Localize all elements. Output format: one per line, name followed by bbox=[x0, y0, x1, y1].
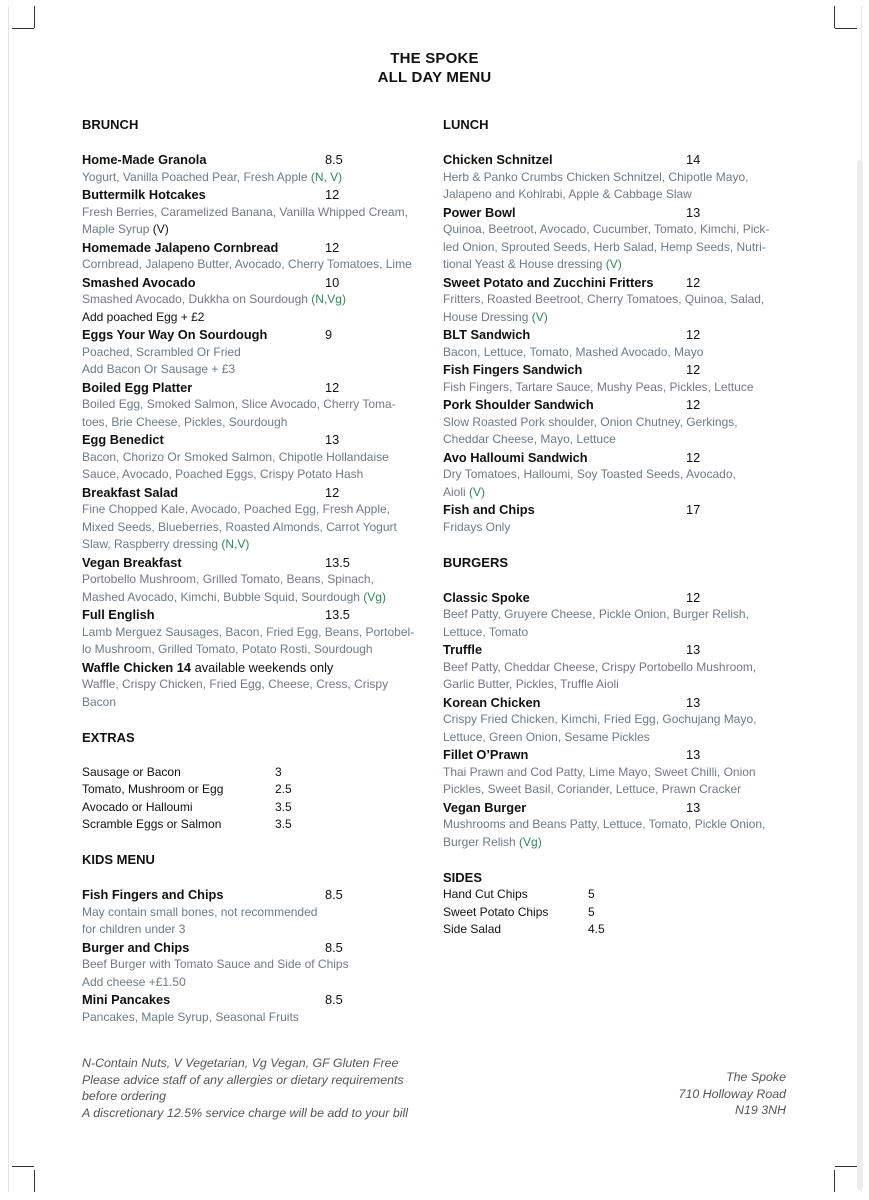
spacer bbox=[82, 134, 432, 152]
item-price: 8.5 bbox=[325, 992, 343, 1007]
description-text: tional Yeast & House dressing bbox=[443, 257, 606, 271]
item-description bbox=[443, 221, 793, 239]
item-price: 8.5 bbox=[325, 887, 343, 902]
item-description bbox=[443, 781, 793, 799]
spacer bbox=[82, 834, 432, 852]
description-text: Add Bacon Or Sausage + £3 bbox=[82, 362, 236, 376]
menu-item bbox=[82, 606, 432, 624]
menu-item bbox=[443, 151, 793, 169]
item-description: Waffle, Crispy Chicken, Fried Egg, Cheese, Cress, Crispy bbox=[82, 677, 389, 691]
item-description bbox=[443, 624, 793, 642]
spacer bbox=[443, 571, 793, 589]
item-description bbox=[82, 536, 432, 554]
item-description bbox=[443, 816, 793, 834]
description-text: Yogurt, Vanilla Poached Pear, Fresh Apple bbox=[82, 169, 311, 184]
row-price: 5 bbox=[588, 887, 595, 901]
item-description bbox=[443, 186, 793, 204]
description-text: Bacon, Lettuce, Tomato, Mashed Avocado, Mayo bbox=[443, 344, 704, 359]
menu-item bbox=[443, 274, 793, 292]
description-text: Fresh Berries, Caramelized Banana, Vanilla Whipped Cream, bbox=[82, 204, 408, 219]
crop-mark bbox=[835, 1166, 857, 1167]
diet-tag: (N, V) bbox=[310, 169, 343, 184]
item-price: 12 bbox=[325, 484, 340, 500]
item-description bbox=[82, 221, 432, 239]
item-price: 12 bbox=[325, 239, 340, 255]
right-column bbox=[443, 116, 793, 939]
crop-mark bbox=[12, 1166, 34, 1167]
menu-item bbox=[82, 431, 432, 449]
description-text: Aioli bbox=[443, 484, 470, 499]
item-description bbox=[82, 396, 432, 414]
menu-item bbox=[82, 379, 432, 397]
menu-title: THE SPOKE bbox=[390, 50, 479, 67]
price-row bbox=[443, 904, 793, 922]
menu-item bbox=[82, 151, 432, 169]
menu-item bbox=[443, 501, 793, 519]
description-text: Portobello Mushroom, Grilled Tomato, Beans, Spinach, bbox=[82, 572, 374, 586]
item-price: 13 bbox=[686, 747, 701, 762]
item-name: Smashed Avocado bbox=[82, 274, 196, 290]
item-price: 13 bbox=[686, 799, 701, 815]
spacer bbox=[82, 869, 432, 887]
spacer bbox=[82, 711, 432, 729]
menu-item bbox=[443, 449, 793, 467]
item-description bbox=[82, 466, 432, 484]
item-name: Sweet Potato and Zucchini Fritters bbox=[443, 274, 654, 290]
description-text: toes, Brie Cheese, Pickles, Sourdough bbox=[82, 414, 288, 429]
item-name: Korean Chicken bbox=[443, 694, 541, 710]
menu-item bbox=[82, 484, 432, 502]
crop-mark bbox=[835, 28, 857, 29]
description-text: Cheddar Cheese, Mayo, Lettuce bbox=[443, 432, 616, 446]
price-row bbox=[82, 799, 432, 817]
footer-line: A discretionary 12.5% service charge will be add to your bill bbox=[82, 1105, 408, 1120]
price-row bbox=[82, 816, 432, 834]
diet-tag: (V) bbox=[531, 309, 548, 324]
item-description: Bacon bbox=[82, 694, 117, 709]
item-name: Breakfast Salad bbox=[82, 484, 179, 500]
diet-tag: (V) bbox=[152, 222, 169, 236]
item-name: Mini Pancakes bbox=[82, 992, 171, 1007]
menu-item bbox=[443, 799, 793, 817]
menu-item bbox=[82, 326, 432, 344]
description-text: Cornbread, Jalapeno Butter, Avocado, Cherry Tomatoes, Lime bbox=[82, 257, 412, 271]
description-text: May contain small bones, not recommended bbox=[82, 904, 318, 919]
item-description bbox=[443, 764, 793, 782]
diet-tag: (N,Vg) bbox=[311, 292, 346, 306]
footer-allergy-notes bbox=[82, 1055, 442, 1121]
item-name: Truffle bbox=[443, 642, 483, 657]
description-text: Beef Patty, Cheddar Cheese, Crispy Portobello Mushroom, bbox=[443, 659, 757, 674]
description-text: Quinoa, Beetroot, Avocado, Cucumber, Tomato, Kimchi, Pick- bbox=[443, 222, 770, 236]
description-text: Lettuce, Green Onion, Sesame Pickles bbox=[443, 729, 650, 744]
item-price: 13 bbox=[325, 432, 340, 447]
menu-item bbox=[82, 274, 432, 292]
item-description bbox=[443, 519, 793, 537]
item-name: Fish and Chips bbox=[443, 502, 535, 517]
description-text: Mashed Avocado, Kimchi, Bubble Squid, Sourdough bbox=[82, 589, 364, 604]
item-name: Avo Halloumi Sandwich bbox=[443, 449, 588, 465]
item-price: 9 bbox=[325, 327, 333, 342]
item-description bbox=[443, 414, 793, 432]
item-name: BLT Sandwich bbox=[443, 327, 531, 342]
item-price: 17 bbox=[686, 502, 701, 517]
address-line: N19 3NH bbox=[735, 1103, 786, 1117]
item-name: Fish Fingers and Chips bbox=[82, 887, 224, 902]
item-description bbox=[82, 449, 432, 467]
description-text: Beef Patty, Gruyere Cheese, Pickle Onion, Burger Relish, bbox=[443, 607, 749, 621]
price-row bbox=[443, 886, 793, 904]
section-title-brunch: BRUNCH bbox=[82, 117, 139, 132]
description-text: led Onion, Sprouted Seeds, Herb Salad, Hemp Seeds, Nutri- bbox=[443, 239, 766, 254]
item-description bbox=[443, 711, 793, 729]
item-price: 12 bbox=[686, 397, 701, 412]
item-price: 13 bbox=[686, 642, 701, 657]
description-text: Dry Tomatoes, Halloumi, Soy Toasted Seeds, Avocado, bbox=[443, 467, 736, 481]
spacer bbox=[443, 851, 793, 869]
item-price: 13.5 bbox=[325, 607, 350, 622]
item-name: Full English bbox=[82, 607, 155, 622]
item-description bbox=[82, 501, 432, 519]
menu-item bbox=[443, 326, 793, 344]
address-line: The Spoke bbox=[726, 1070, 786, 1084]
description-text: Mixed Seeds, Blueberries, Roasted Almonds, Carrot Yogurt bbox=[82, 519, 397, 534]
row-price: 3.5 bbox=[275, 817, 292, 831]
item-description bbox=[443, 676, 793, 694]
menu-item bbox=[82, 239, 432, 257]
item-name: Home-Made Granola bbox=[82, 152, 207, 167]
item-description bbox=[443, 379, 793, 397]
description-text: Burger Relish bbox=[443, 834, 520, 849]
item-description bbox=[443, 606, 793, 624]
item-name: Homemade Jalapeno Cornbread bbox=[82, 239, 279, 255]
item-availability: available weekends only bbox=[191, 659, 334, 675]
item-note: Add poached Egg + £2 bbox=[82, 309, 205, 324]
item-description bbox=[443, 729, 793, 747]
item-price: 12 bbox=[325, 379, 340, 395]
item-description bbox=[82, 204, 432, 222]
row-label: Hand Cut Chips bbox=[443, 887, 528, 901]
item-price: 12 bbox=[686, 274, 701, 290]
description-text: Bacon, Chorizo Or Smoked Salmon, Chipotle Hollandaise bbox=[82, 449, 389, 464]
row-price: 3 bbox=[275, 764, 282, 779]
row-price: 5 bbox=[588, 904, 595, 919]
diet-tag: (Vg) bbox=[363, 589, 386, 604]
item-description bbox=[82, 256, 432, 274]
item-name: Fish Fingers Sandwich bbox=[443, 362, 583, 377]
section-title-sides: SIDES bbox=[443, 869, 483, 885]
description-text: House Dressing bbox=[443, 309, 532, 324]
description-text: Garlic Butter, Pickles, Truffle Aioli bbox=[443, 677, 619, 691]
spacer bbox=[443, 134, 793, 152]
diet-tag: (V) bbox=[605, 257, 622, 271]
menu-item bbox=[443, 746, 793, 764]
row-price: 3.5 bbox=[275, 799, 292, 814]
item-description bbox=[443, 239, 793, 257]
description-text: Fine Chopped Kale, Avocado, Poached Egg, Fresh Apple, bbox=[82, 502, 390, 516]
item-price: 12 bbox=[686, 449, 701, 465]
item-description bbox=[82, 1009, 432, 1027]
description-text: Add cheese +£1.50 bbox=[82, 974, 186, 989]
description-text: Pancakes, Maple Syrup, Seasonal Fruits bbox=[82, 1009, 299, 1024]
price-row bbox=[443, 921, 793, 939]
description-text: Lettuce, Tomato bbox=[443, 624, 529, 639]
menu-item bbox=[443, 361, 793, 379]
row-label: Tomato, Mushroom or Egg bbox=[82, 782, 224, 796]
footer-address bbox=[600, 1069, 786, 1119]
item-description bbox=[443, 291, 793, 309]
item-description bbox=[82, 904, 432, 922]
diet-tag: (N,V) bbox=[221, 537, 250, 551]
item-price: 13 bbox=[686, 204, 701, 220]
description-text: Fritters, Roasted Beetroot, Cherry Tomatoes, Quinoa, Salad, bbox=[443, 292, 765, 306]
spacer bbox=[443, 536, 793, 554]
section-title-lunch: LUNCH bbox=[443, 117, 489, 132]
item-name: Chicken Schnitzel bbox=[443, 152, 553, 167]
menu-item bbox=[82, 886, 432, 904]
crop-mark bbox=[834, 6, 835, 28]
description-text: Fridays Only bbox=[443, 519, 511, 534]
section-title-burgers: BURGERS bbox=[443, 554, 509, 570]
diet-tag: (Vg) bbox=[519, 834, 542, 849]
description-text: Slaw, Raspberry dressing bbox=[82, 537, 222, 551]
menu-item bbox=[82, 186, 432, 204]
row-price: 2.5 bbox=[275, 782, 292, 796]
description-text: Smashed Avocado, Dukkha on Sourdough bbox=[82, 292, 312, 306]
item-name: Fillet O’Prawn bbox=[443, 747, 529, 762]
menu-item bbox=[443, 641, 793, 659]
item-price: 12 bbox=[686, 362, 701, 377]
item-name: Eggs Your Way On Sourdough bbox=[82, 327, 268, 342]
address-line: 710 Holloway Road bbox=[678, 1086, 786, 1101]
scrollbar[interactable] bbox=[857, 160, 863, 1190]
crop-mark bbox=[12, 28, 34, 29]
description-text: Herb & Panko Crumbs Chicken Schnitzel, Chipotle Mayo, bbox=[443, 169, 749, 184]
item-description bbox=[82, 361, 432, 379]
item-price: 13 bbox=[686, 694, 701, 710]
price-row bbox=[82, 764, 432, 782]
item-name: Vegan Breakfast bbox=[82, 554, 182, 570]
description-text: Mushrooms and Beans Patty, Lettuce, Tomato, Pickle Onion, bbox=[443, 817, 766, 831]
crop-mark bbox=[34, 1170, 35, 1192]
item-price: 12 bbox=[686, 589, 701, 605]
row-price: 4.5 bbox=[588, 922, 605, 936]
menu-item bbox=[82, 939, 432, 957]
description-text: Slow Roasted Pork shoulder, Onion Chutney, Gerkings, bbox=[443, 414, 738, 429]
description-text: Boiled Egg, Smoked Salmon, Slice Avocado, Cherry Toma- bbox=[82, 397, 396, 411]
description-text: Crispy Fried Chicken, Kimchi, Fried Egg, Gochujang Mayo, bbox=[443, 712, 757, 726]
description-text: for children under 3 bbox=[82, 922, 186, 936]
menu-item bbox=[443, 204, 793, 222]
row-label: Sweet Potato Chips bbox=[443, 904, 549, 919]
item-name: Vegan Burger bbox=[443, 799, 527, 815]
item-name: Waffle Chicken 14 bbox=[82, 659, 192, 675]
item-name: Burger and Chips bbox=[82, 939, 190, 955]
item-name: Power Bowl bbox=[443, 204, 516, 220]
description-text: lo Mushroom, Grilled Tomato, Potato Rosti, Sourdough bbox=[82, 642, 373, 656]
crop-mark bbox=[34, 6, 35, 28]
item-name: Buttermilk Hotcakes bbox=[82, 187, 206, 202]
item-price: 12 bbox=[686, 327, 701, 342]
menu-item bbox=[443, 396, 793, 414]
description-text: Beef Burger with Tomato Sauce and Side of Chips bbox=[82, 957, 349, 971]
item-price: 10 bbox=[325, 274, 340, 290]
item-price: 13.5 bbox=[325, 554, 350, 570]
menu-item bbox=[82, 554, 432, 572]
left-column bbox=[82, 116, 432, 1026]
item-price: 8.5 bbox=[325, 152, 343, 167]
description-text: Thai Prawn and Cod Patty, Lime Mayo, Sweet Chilli, Onion bbox=[443, 764, 756, 779]
item-description bbox=[443, 344, 793, 362]
menu-item-waffle bbox=[82, 659, 432, 677]
description-text: Pickles, Sweet Basil, Coriander, Lettuce, Prawn Cracker bbox=[443, 782, 742, 796]
description-text: Sauce, Avocado, Poached Eggs, Crispy Potato Hash bbox=[82, 467, 364, 481]
item-description bbox=[443, 256, 793, 274]
row-label: Avocado or Halloumi bbox=[82, 799, 193, 814]
item-name: Egg Benedict bbox=[82, 432, 164, 447]
item-description bbox=[82, 956, 432, 974]
menu-item bbox=[443, 694, 793, 712]
item-price: 12 bbox=[325, 187, 340, 202]
item-description bbox=[443, 659, 793, 677]
item-description bbox=[443, 169, 793, 187]
description-text: Fish Fingers, Tartare Sauce, Mushy Peas, Pickles, Lettuce bbox=[443, 379, 754, 394]
item-name: Classic Spoke bbox=[443, 589, 530, 605]
description-text: Maple Syrup bbox=[82, 222, 153, 236]
diet-tag: (V) bbox=[469, 484, 486, 499]
description-text: Poached, Scrambled Or Fried bbox=[82, 344, 241, 359]
row-label: Side Salad bbox=[443, 922, 502, 936]
item-description bbox=[82, 344, 432, 362]
item-name: Pork Shoulder Sandwich bbox=[443, 397, 594, 412]
item-description bbox=[82, 624, 432, 642]
item-description bbox=[82, 519, 432, 537]
item-description bbox=[82, 291, 432, 309]
item-description bbox=[82, 921, 432, 939]
row-label: Scramble Eggs or Salmon bbox=[82, 817, 222, 831]
footer-line: N-Contain Nuts, V Vegetarian, Vg Vegan, GF Gluten Free bbox=[82, 1056, 399, 1070]
item-description bbox=[82, 571, 432, 589]
item-description bbox=[82, 974, 432, 992]
item-name: Boiled Egg Platter bbox=[82, 379, 193, 395]
spacer bbox=[82, 746, 432, 764]
menu-subtitle: ALL DAY MENU bbox=[377, 69, 492, 86]
footer-line: before ordering bbox=[82, 1089, 167, 1103]
item-description bbox=[82, 414, 432, 432]
item-price: 14 bbox=[686, 152, 701, 167]
item-description bbox=[82, 589, 432, 607]
item-description bbox=[82, 641, 432, 659]
item-description bbox=[443, 431, 793, 449]
description-text: Lamb Merguez Sausages, Bacon, Fried Egg, Beans, Portobel- bbox=[82, 624, 415, 639]
section-title-kids: KIDS MENU bbox=[82, 852, 155, 867]
section-title-extras: EXTRAS bbox=[82, 729, 135, 745]
item-description bbox=[443, 309, 793, 327]
item-description bbox=[443, 834, 793, 852]
menu-item bbox=[443, 589, 793, 607]
item-description bbox=[443, 466, 793, 484]
item-description bbox=[82, 169, 432, 187]
item-description bbox=[443, 484, 793, 502]
row-label: Sausage or Bacon bbox=[82, 764, 181, 779]
price-row bbox=[82, 781, 432, 799]
menu-item bbox=[82, 991, 432, 1009]
crop-mark bbox=[834, 1170, 835, 1192]
description-text: Jalapeno and Kohlrabi, Apple & Cabbage Slaw bbox=[443, 187, 692, 201]
item-price: 8.5 bbox=[325, 939, 343, 955]
footer-line: Please advice staff of any allergies or dietary requirements bbox=[82, 1072, 404, 1087]
